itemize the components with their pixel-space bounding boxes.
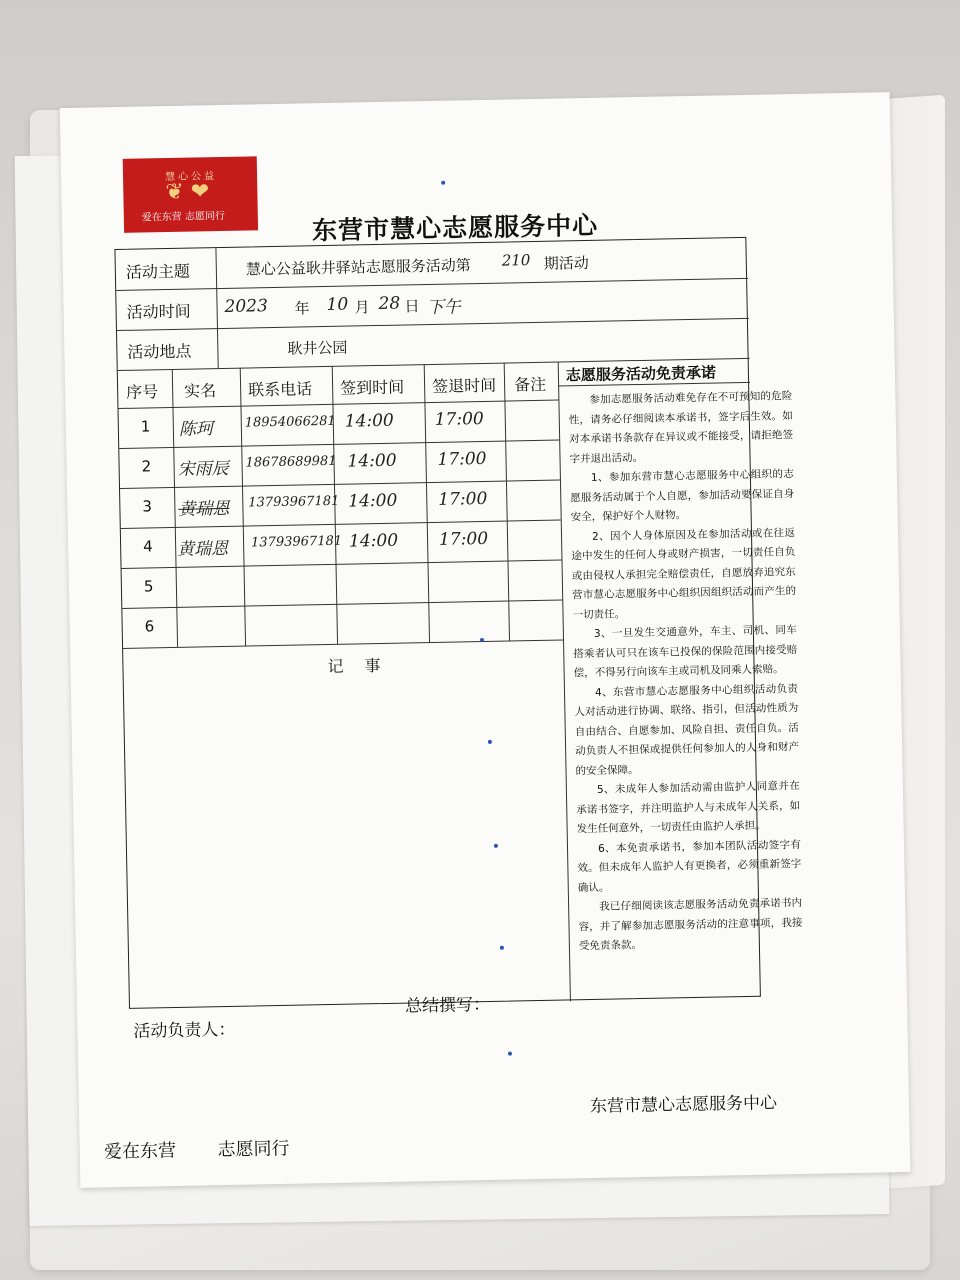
place-label: 活动地点 [127,341,192,362]
row-2-name: 宋雨辰 [177,458,229,480]
sign-in-sheet [60,92,911,1188]
notes-label: 记 事 [327,655,389,677]
col-signin: 签到时间 [339,377,405,398]
org-logo [123,156,258,233]
time-day: 28 [378,293,401,314]
time-year: 2023 [224,296,269,317]
row-2-phone: 18678689981 [245,453,337,471]
col-phone: 联系电话 [247,379,313,400]
footer-slogan [104,1134,290,1164]
row-6-no: 6 [144,617,155,636]
col-remark: 备注 [513,374,547,395]
logo-brand: 慧心公益 [164,171,218,184]
waiver-title: 志愿服务活动免责承诺 [565,363,717,385]
row-3-phone: 13793967181 [248,493,340,511]
waiver-text: 参加志愿服务活动难免存在不可预知的危险性，请务必仔细阅读本承诺书，签字后生效。如对本承诺书条款存在异议或不能接受，请拒绝签字并退出活动。 1、参加东营市慧心志愿服务中心组织的志愿服务活动属于个人自愿，参加活动要保证自身安全，保护好个人财物。 2、因个人身体原因及在参加活动或在往返途中发生的任何人身或财产损害，一切责任自负或由侵权人承担完全赔偿责任，自愿放弃追究东营市慧心志愿服务中心组织因组织活动而产生的一切责任。 3、一旦发生交通意外，车主、司机、同车搭乘者认可只在该车已投保的保险范围内接受赔偿，不得另行向该车主或司机及同乘人索赔。 4、东营市慧心志愿服务中心组织活动负责人对活动进行协调、联络、指引，但活动性质为自由结合、自愿参加、风险自担、责任自负。活动负责人不担保或提供任何参加人的人身和财产的安全保障。 5、未成年人参加活动需由监护人同意并在承诺书签字，并注明监护人与未成年人关系，如发生任何意外，一切责任由监护人承担。 6、本免责承诺书，参加本团队活动签字有效。但未成年人监护人有更换者，必须重新签字确认。 我已仔细阅读该志愿服务活动免责承诺书内容，并了解参加志愿服务活动的注意事项，我接受免责条款。 [568,390,803,953]
row-3-name: 黄瑞恩 [178,498,230,520]
logo-motto: 爱在东营 志愿同行 [141,210,226,224]
footer-org: 东营市慧心志愿服务中心 [589,1093,778,1117]
time-label: 活动时间 [126,301,191,322]
activity-form [114,237,803,1009]
row-3-no: 3 [142,497,153,516]
row-1-phone: 18954066281 [244,413,336,431]
row-1-in: 14:00 [344,410,394,432]
col-signout: 签退时间 [431,375,497,396]
row-4-no: 4 [142,537,153,556]
heart-icon: ❦ ❤ [165,179,210,206]
summary-label: 总结撰写： [404,994,491,1017]
row-3-out: 17:00 [438,488,488,510]
col-name: 实名 [183,381,217,401]
time-month-label: 月 [354,298,370,317]
theme-value: 慧心公益耿井驿站志愿服务活动第 [245,256,471,279]
footer-slogan-b: 志愿同行 [217,1138,290,1161]
theme-label: 活动主题 [125,261,191,282]
leader-label: 活动负责人： [133,1019,236,1042]
row-1-no: 1 [140,417,151,436]
time-year-label: 年 [294,299,310,318]
row-2-no: 2 [141,457,152,476]
footer-slogan-a: 爱在东营 [103,1140,177,1163]
col-no: 序号 [125,382,159,402]
document-title: 东营市慧心志愿服务中心 [311,210,599,246]
row-4-phone: 13793967181 [250,533,343,551]
row-1-name: 陈珂 [178,419,214,440]
time-suffix: 下午 [426,297,461,319]
row-2-in: 14:00 [347,450,397,472]
theme-suffix: 期活动 [543,253,589,273]
theme-number: 210 [501,251,531,270]
time-month: 10 [326,294,349,315]
row-3-in: 14:00 [348,490,398,512]
row-2-out: 17:00 [437,448,487,470]
row-4-out: 17:00 [438,528,489,550]
time-day-label: 日 [404,297,420,316]
row-1-out: 17:00 [434,408,484,430]
row-4-in: 14:00 [348,530,399,552]
row-5-no: 5 [143,577,154,596]
place-value: 耿井公园 [287,338,348,358]
row-4-name: 黄瑞恩 [177,538,229,560]
